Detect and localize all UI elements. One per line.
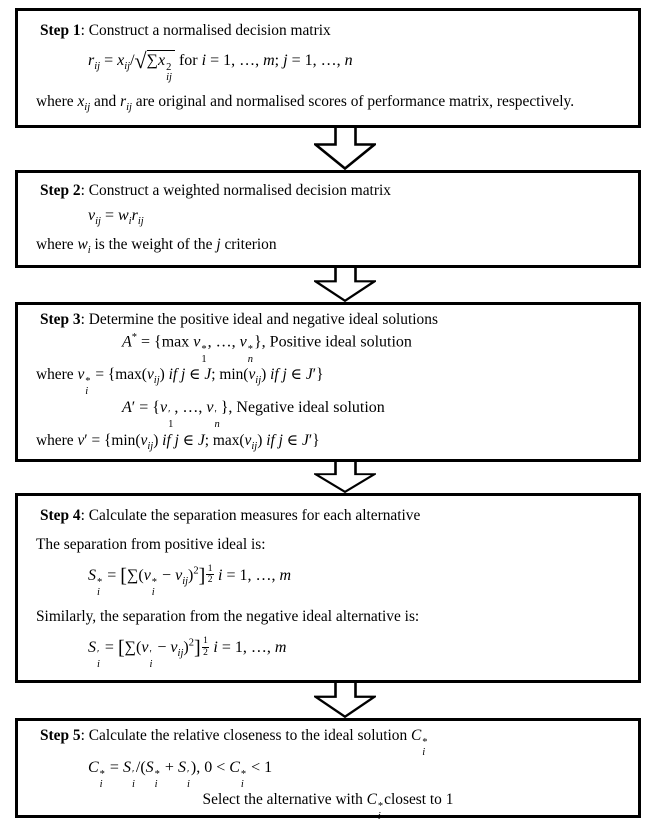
down-block-arrow-icon	[314, 128, 376, 170]
down-block-arrow-icon	[314, 462, 376, 493]
step-2-formula: $v_{ij} = w_ir_{ij}$	[88, 207, 144, 228]
step-3-label: Step 3	[40, 311, 81, 329]
step-3-box	[15, 302, 641, 462]
down-block-arrow-icon	[314, 268, 376, 302]
step-3-negative-ideal-formula: A′ = {v ′ 1 , …, v ′ n }, Negative ideal solution	[122, 399, 385, 431]
step-4-box	[15, 493, 641, 683]
step-5-heading-text: : Calculate the relative closeness to the ideal solution C * i	[80, 727, 428, 758]
step-4-negative-separation-caption: Similarly, the separation from the negative ideal alternative is:	[36, 608, 420, 626]
step-1-heading	[40, 21, 626, 41]
step-3-heading	[40, 310, 626, 330]
step-2-note: where $w_i$ is the weight of the j criterion	[36, 235, 277, 256]
step-5-closeness-formula: C * i = S ′ i /(S * i + S ′ i ), 0 < C * i < 1	[88, 758, 273, 790]
step-1-label: Step 1	[40, 21, 81, 39]
step-4-heading	[40, 506, 626, 526]
step-5-label: Step 5	[40, 727, 81, 744]
step-3-positive-ideal-formula: A* = {max v * 1 , …, v * n }, Positive ideal solution	[122, 332, 412, 365]
step-2-label: Step 2	[40, 181, 81, 199]
step-4-heading-text: : Calculate the separation measures for each alternative	[80, 506, 421, 524]
step-1-box	[15, 8, 641, 128]
step-1-note: where $x_{ij}$ and $r_{ij}$ are original and normalised scores of performance matrix, respectively.	[36, 93, 575, 114]
step-4-positive-separation-caption: The separation from positive ideal is:	[36, 535, 266, 553]
step-2-heading	[40, 181, 626, 201]
step-4-negative-separation-formula: S ′ i = [∑(v ′ i − $v_{ij})^2$] $\frac{1}{2}$ i = 1, …, m	[88, 636, 287, 671]
step-3-positive-ideal-condition: where v * i = {$\max(v_{ij})$ if j ∈ J; $\min(v_{ij})$ if j ∈ J′}	[36, 366, 324, 398]
step-5-heading	[40, 726, 626, 758]
step-2-box	[15, 170, 641, 268]
step-4-label: Step 4	[40, 506, 81, 524]
step-1-formula: $r_{ij} = x_{ij}/√\sum x$ 2 ij for i = 1, …, m; j = 1, …, n	[88, 47, 353, 83]
down-block-arrow-icon	[314, 683, 376, 718]
step-3-heading-text: : Determine the positive ideal and negative ideal solutions	[80, 311, 438, 329]
step-5-box	[15, 718, 641, 822]
step-2-heading-text: : Construct a weighted normalised decision matrix	[80, 181, 391, 199]
step-1-heading-text: : Construct a normalised decision matrix	[80, 21, 331, 39]
step-5-selection-rule: Select the alternative with C * i closest to 1	[202, 790, 454, 822]
step-4-positive-separation-formula: S * i = [∑(v * i − $v_{ij})^2$] $\frac{1}{2}$ i = 1, …, m	[88, 564, 292, 598]
step-3-negative-ideal-condition: where $v' = \{\min(v_{ij})$ if j ∈ J; $\max(v_{ij})$ if j ∈ J′}	[36, 431, 320, 452]
